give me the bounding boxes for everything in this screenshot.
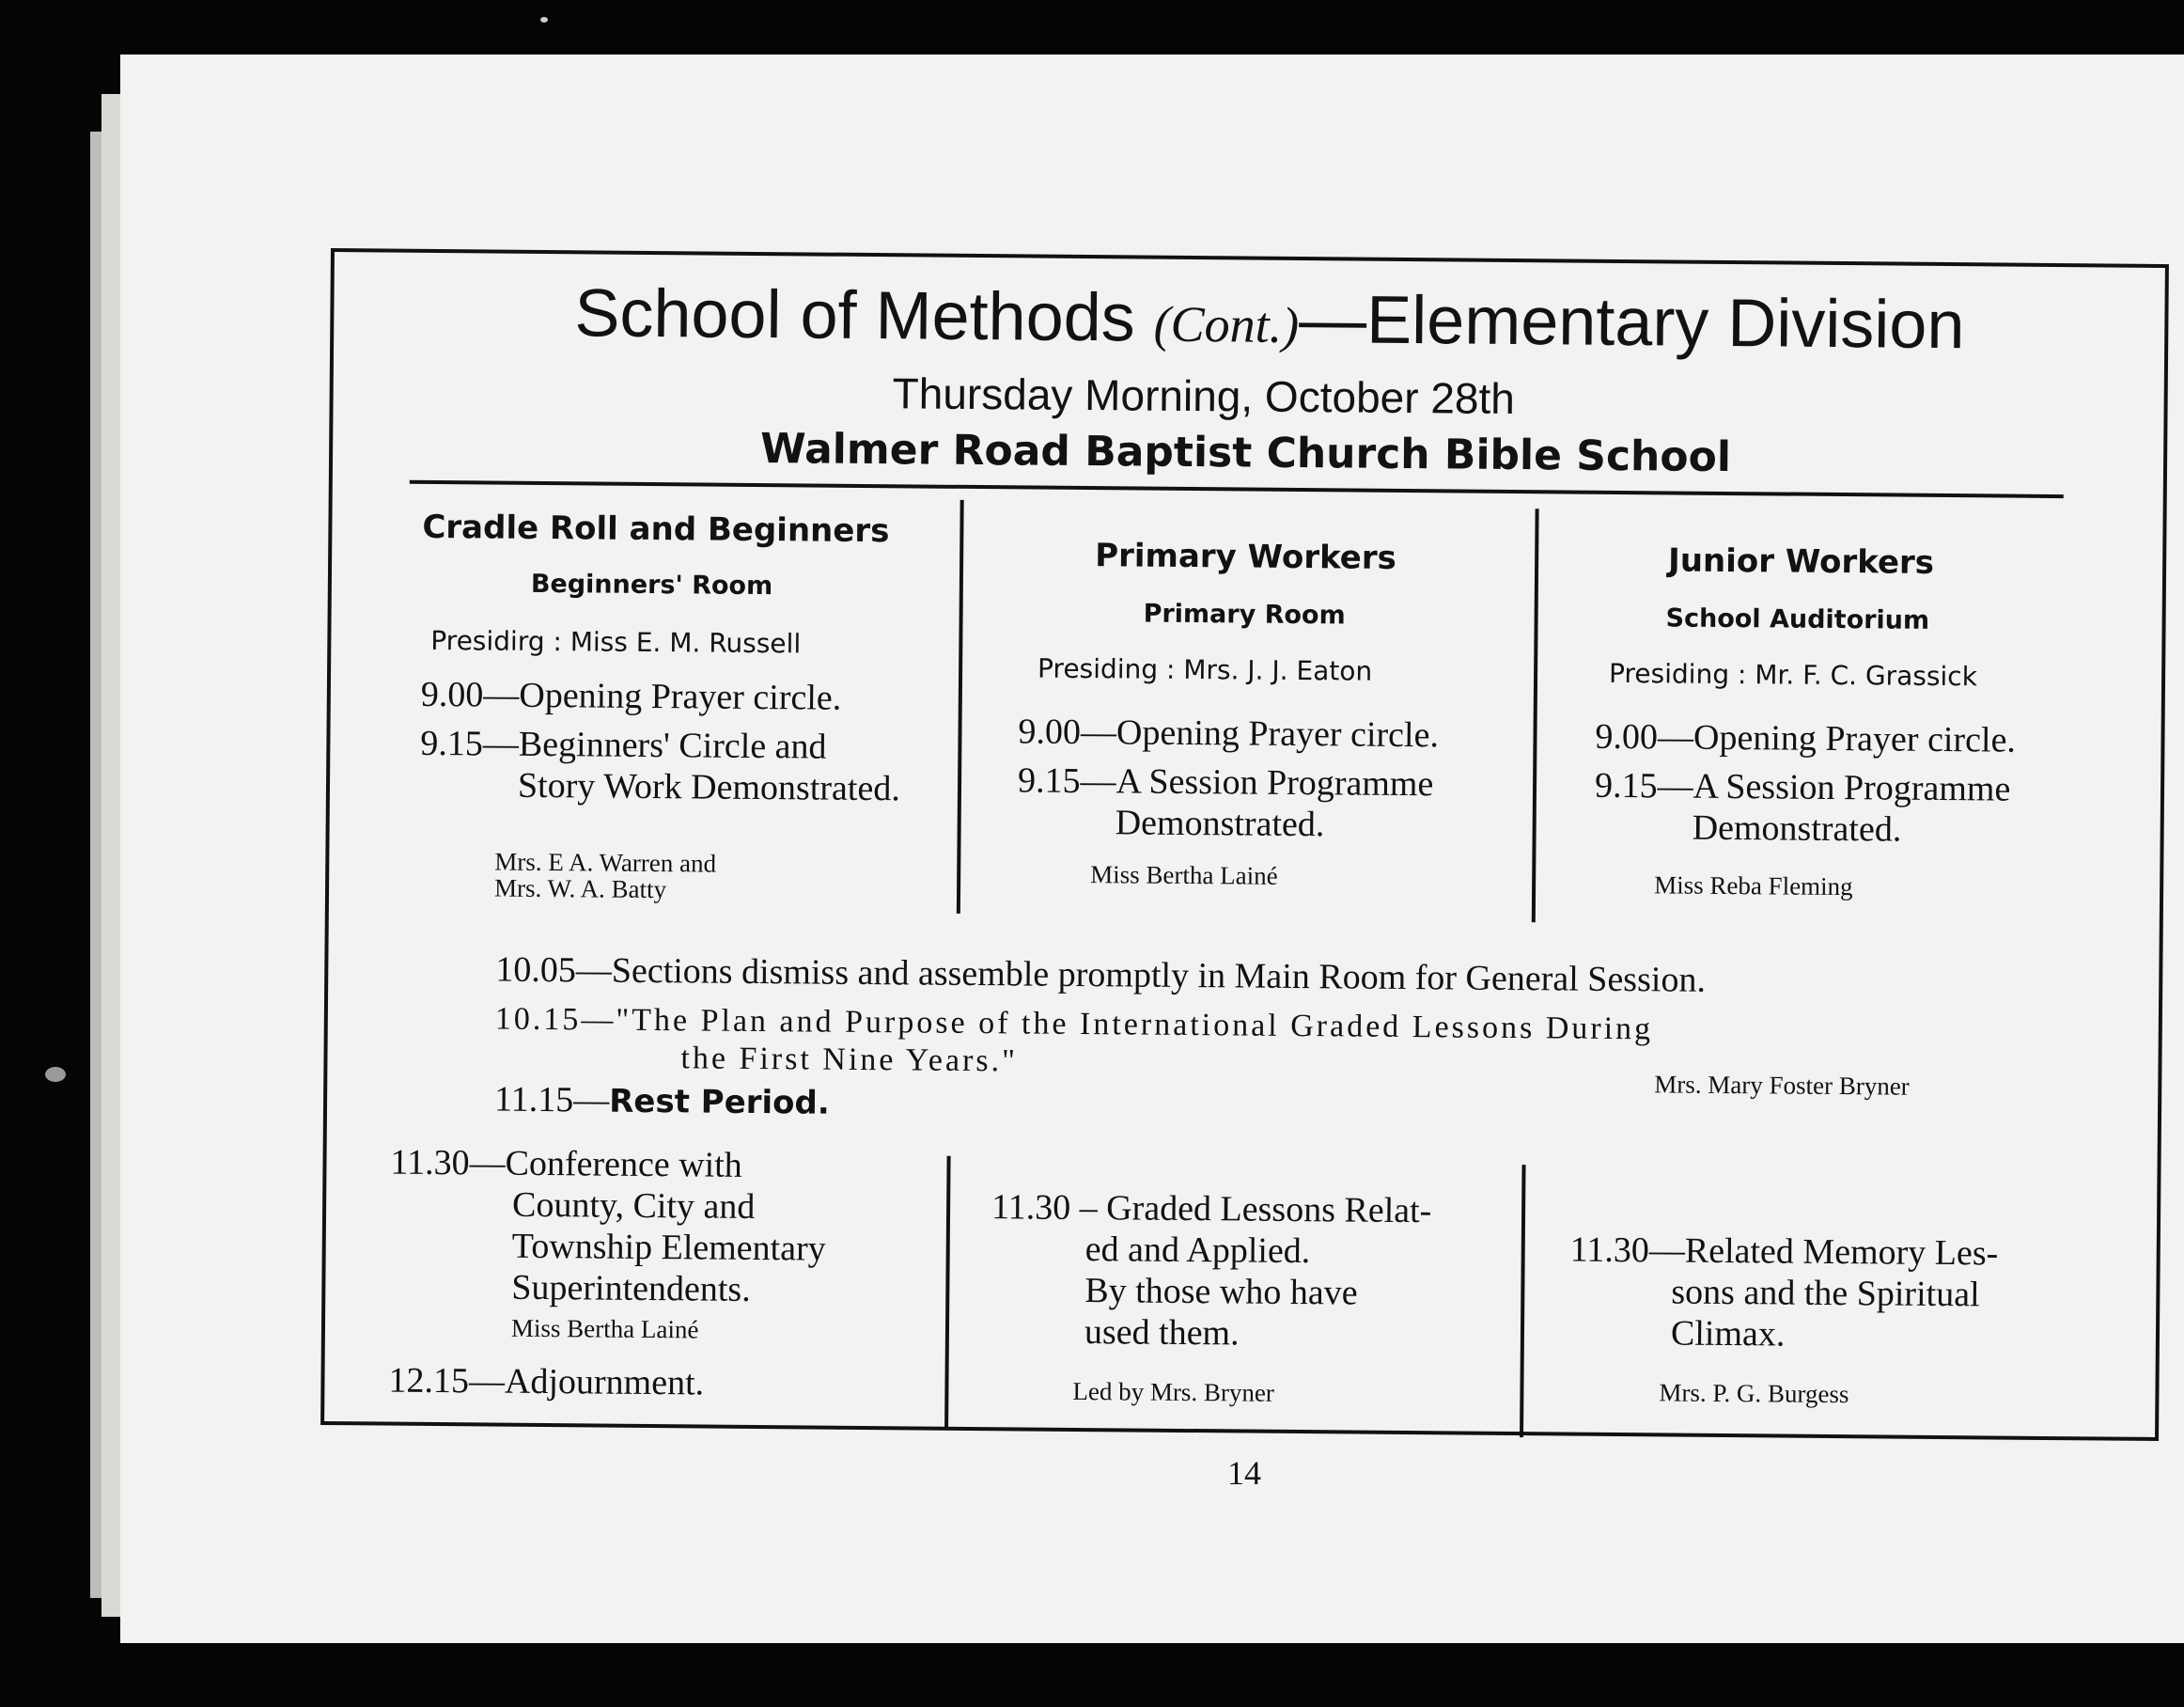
column-divider (1532, 509, 1539, 922)
schedule-item: 9.00—Opening Prayer circle. (1018, 712, 1440, 756)
presiding-line: Presiding : Mrs. J. J. Eaton (1037, 652, 1373, 687)
leader-name: Miss Reba Fleming (1654, 870, 1853, 901)
schedule-item: 11.30—Conference with (390, 1142, 742, 1185)
header-rule (410, 480, 2064, 498)
room-label: Primary Room (1143, 599, 1346, 631)
schedule-item: 9.00—Opening Prayer circle. (1595, 716, 2017, 760)
leader-name: Mrs. W. A. Batty (493, 873, 667, 904)
schedule-item: Superintendents. (511, 1267, 751, 1309)
venue-line: Walmer Road Baptist Church Bible School (759, 424, 1732, 482)
schedule-item: used them. (1084, 1312, 1240, 1354)
date-line: Thursday Morning, October 28th (892, 368, 1516, 423)
general-session-item: 10.05—Sections dismiss and assemble promptly in Main Room for General Session. (495, 949, 1707, 1000)
general-session-item: the First Nine Years." (680, 1041, 1019, 1079)
program-frame (320, 248, 2169, 1441)
schedule-item: Township Elementary (511, 1226, 826, 1269)
leader-name: Miss Bertha Lainé (1090, 860, 1278, 890)
schedule-item: 9.15—A Session Programme Demonstrated. (1594, 765, 2011, 850)
page-title: School of Methods (Cont.)—Elementary Division (574, 275, 1965, 364)
schedule-item: 9.15—A Session Programme Demonstrated. (1017, 760, 1434, 845)
schedule-item: 9.15—Beginners' Circle and Story Work Demonstrated. (420, 723, 900, 809)
column-divider (944, 1156, 951, 1429)
column-divider (1520, 1165, 1526, 1437)
schedule-item: sons and the Spiritual (1671, 1272, 1980, 1315)
leader-name: Miss Bertha Lainé (510, 1313, 699, 1344)
column-divider (957, 500, 964, 914)
schedule-item: Climax. (1670, 1313, 1786, 1355)
leader-name: Mrs. E A. Warren and (494, 847, 717, 878)
adjournment-item: 12.15—Adjournment. (388, 1360, 705, 1403)
leader-name: Led by Mrs. Bryner (1072, 1376, 1275, 1407)
column-heading-primary: Primary Workers (1095, 537, 1397, 577)
dust-speck (540, 17, 548, 23)
page-edge-shadow (90, 132, 101, 1598)
leader-name: Mrs. P. G. Burgess (1659, 1378, 1849, 1409)
room-label: Beginners' Room (530, 569, 773, 602)
schedule-item: 11.30—Related Memory Les- (1569, 1229, 1999, 1274)
rest-period-item: 11.15—Rest Period. (493, 1079, 830, 1122)
schedule-item: County, City and (511, 1184, 756, 1227)
room-label: School Auditorium (1665, 603, 1930, 635)
column-heading-cradle-roll: Cradle Roll and Beginners (422, 508, 890, 551)
column-heading-junior: Junior Workers (1667, 541, 1935, 582)
speaker-name: Mrs. Mary Foster Bryner (1654, 1070, 1910, 1101)
dust-speck (45, 1067, 66, 1082)
schedule-item: 9.00—Opening Prayer circle. (420, 674, 842, 718)
schedule-item: 11.30 – Graded Lessons Relat- (991, 1187, 1432, 1231)
general-session-item: 10.15—"The Plan and Purpose of the International Graded Lessons During (494, 1001, 1654, 1047)
schedule-item: By those who have (1084, 1271, 1358, 1313)
schedule-item: ed and Applied. (1084, 1229, 1311, 1272)
presiding-line: Presidirg : Miss E. M. Russell (430, 624, 802, 660)
presiding-line: Presiding : Mr. F. C. Grassick (1608, 657, 1978, 693)
page-number: 14 (1227, 1454, 1261, 1492)
